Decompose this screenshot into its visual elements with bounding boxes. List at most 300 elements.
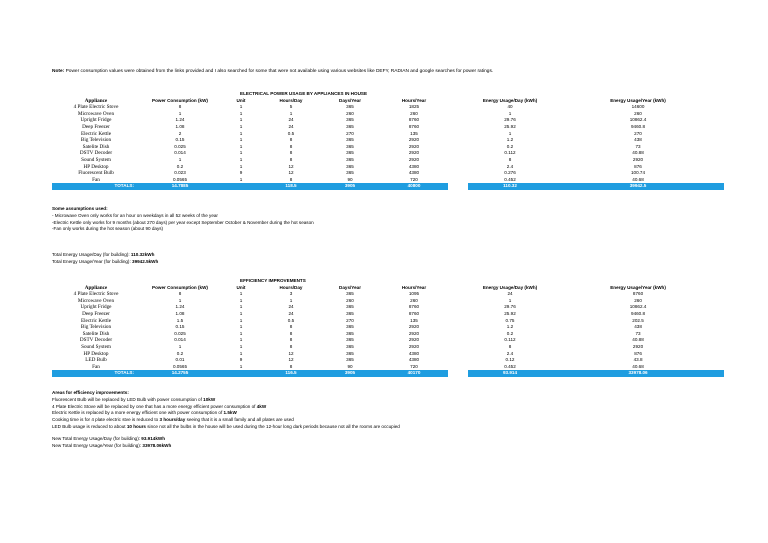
- value-cell: 2920: [408, 156, 420, 162]
- table-row: [52, 104, 724, 111]
- value-cell: 365: [346, 291, 354, 297]
- value-cell: 260: [346, 297, 354, 303]
- table-row: [52, 351, 724, 358]
- note-text: Power consumption values were obtained from the links provided and I also searched for some that were not available using various websites like DEFY, RADIAN and google searches for power ratings.: [64, 69, 494, 74]
- value-cell: 14600: [631, 104, 645, 110]
- value-cell: 1: [178, 297, 182, 303]
- value-cell: 0.15: [175, 324, 185, 330]
- note-label: Note:: [52, 69, 65, 74]
- appliance-cell: Big Television: [80, 324, 112, 331]
- value-cell: 8: [178, 291, 182, 297]
- value-cell: 365: [346, 324, 354, 330]
- value-cell: 40: [507, 104, 513, 110]
- value-cell: 365: [346, 310, 354, 316]
- assumption-line: - Microwave Oven only works for an hour on weekdays in all 52 weeks of the year: [52, 212, 218, 218]
- table-row: [52, 131, 724, 138]
- value-cell: 1: [289, 110, 293, 116]
- value-cell: 0.5: [287, 317, 295, 323]
- appliance-cell: HP Desktop: [83, 350, 109, 357]
- value-cell: 73: [635, 143, 641, 149]
- appliance-cell: Electric Kettle: [80, 130, 112, 137]
- value-cell: 365: [346, 170, 354, 176]
- value-cell: 12: [288, 163, 294, 169]
- value-cell: 1.2: [506, 137, 514, 143]
- new-total-year-line: [52, 443, 732, 450]
- value-cell: [448, 170, 468, 177]
- value-cell: 2920: [632, 343, 644, 349]
- value-cell: 8: [508, 343, 512, 349]
- value-cell: 40.88: [632, 337, 644, 343]
- value-cell: 12: [288, 170, 294, 176]
- table-row: [52, 324, 724, 331]
- value-cell: 1: [508, 130, 512, 136]
- value-cell: 260: [634, 110, 642, 116]
- value-cell: 2920: [632, 156, 644, 162]
- value-cell: 1825: [408, 104, 420, 110]
- value-cell: 1: [239, 130, 243, 136]
- improvements-title: Areas for efficiency improvements:: [52, 390, 129, 395]
- table-row: [52, 157, 724, 164]
- value-cell: [448, 304, 468, 311]
- table-row: [52, 291, 724, 298]
- totals-cell: 14.2755: [140, 370, 220, 377]
- appliance-cell: LED Bulb: [85, 357, 107, 364]
- value-cell: 8: [289, 324, 293, 330]
- value-cell: 8: [289, 150, 293, 156]
- table-title-row: [52, 278, 724, 285]
- value-cell: 1: [239, 156, 243, 162]
- table-row: [52, 331, 724, 338]
- totals-cell: 110.32: [468, 183, 552, 190]
- column-header: Appliance: [84, 97, 108, 104]
- value-cell: 365: [346, 357, 354, 363]
- table-row: [52, 177, 724, 184]
- value-cell: 1.24: [175, 304, 185, 310]
- value-cell: 1: [239, 317, 243, 323]
- value-cell: 438: [634, 137, 642, 143]
- value-cell: 0.014: [174, 337, 186, 343]
- value-cell: 0.112: [504, 150, 516, 156]
- table-header-row: [52, 285, 724, 292]
- column-header: Days/Year: [339, 284, 361, 290]
- value-cell: 8760: [408, 117, 420, 123]
- value-cell: 8: [289, 137, 293, 143]
- new-total-year-value: 33978.06kWh: [142, 442, 172, 448]
- value-cell: 73: [635, 330, 641, 336]
- value-cell: 270: [346, 317, 354, 323]
- table-row: [52, 144, 724, 151]
- totals-label: TOTALS:: [52, 370, 140, 377]
- value-cell: 1.2: [506, 324, 514, 330]
- totals-cell: [448, 183, 468, 190]
- value-cell: 1: [178, 110, 182, 116]
- new-total-day-value: 93.914kWh: [141, 436, 166, 441]
- column-header: [448, 98, 468, 105]
- value-cell: [448, 364, 468, 371]
- appliance-cell: Big Television: [80, 137, 112, 144]
- value-cell: [448, 104, 468, 111]
- value-cell: 1: [239, 150, 243, 156]
- value-cell: 24: [288, 304, 294, 310]
- value-cell: [448, 111, 468, 118]
- totals-cell: 3905: [320, 183, 380, 190]
- improvement-text: since not all the bulbs in the house will be used during the 12-hour long dark periods because not all the rooms are occupied: [145, 423, 400, 429]
- column-header: Power Consumption (kW): [152, 284, 208, 290]
- value-cell: 0.112: [504, 337, 516, 343]
- column-header: Hours/Day: [279, 97, 303, 103]
- improvement-line: [52, 417, 732, 424]
- value-cell: 1: [239, 123, 243, 129]
- value-cell: [448, 311, 468, 318]
- appliance-cell: Upright Fridge: [80, 304, 112, 311]
- value-cell: 0.75: [505, 317, 515, 323]
- value-cell: 24: [507, 291, 513, 297]
- value-cell: 4380: [408, 163, 420, 169]
- appliance-cell: Fan: [92, 176, 100, 183]
- value-cell: 40.68: [632, 363, 644, 369]
- value-cell: 135: [410, 317, 418, 323]
- value-cell: 1: [508, 297, 512, 303]
- value-cell: 1: [239, 350, 243, 356]
- value-cell: 365: [346, 350, 354, 356]
- column-header: Energy Usage/Year (kWh): [610, 284, 666, 290]
- improvement-value: 4kW: [256, 403, 267, 409]
- table-row: [52, 137, 724, 144]
- value-cell: 8: [289, 176, 293, 182]
- new-total-year-label: New Total Energy Usage/Year (for building):: [52, 442, 143, 448]
- value-cell: 4380: [408, 170, 420, 176]
- value-cell: 0.025: [174, 330, 186, 336]
- value-cell: [448, 137, 468, 144]
- value-cell: 0.0565: [172, 363, 188, 369]
- table-row: [52, 311, 724, 318]
- value-cell: 260: [410, 110, 418, 116]
- table-row: [52, 357, 724, 364]
- improvement-line: [52, 424, 732, 431]
- value-cell: 260: [346, 110, 354, 116]
- value-cell: 2.4: [506, 163, 514, 169]
- value-cell: 438: [634, 324, 642, 330]
- value-cell: 365: [346, 156, 354, 162]
- value-cell: [448, 357, 468, 364]
- value-cell: 1.5: [176, 317, 184, 323]
- value-cell: 5: [289, 104, 293, 110]
- value-cell: 365: [346, 304, 354, 310]
- value-cell: 2920: [408, 324, 420, 330]
- value-cell: 365: [346, 337, 354, 343]
- total-day-value: 110.32kWh: [130, 252, 155, 257]
- appliance-cell: Fan: [92, 363, 100, 370]
- value-cell: 8: [289, 156, 293, 162]
- column-header: Unit: [236, 284, 246, 290]
- totals-cell: 40800: [380, 183, 448, 190]
- value-cell: 1.08: [175, 310, 185, 316]
- appliance-cell: Satelite Dish: [82, 143, 110, 150]
- totals-cell: 39942.5: [552, 183, 724, 190]
- new-total-day-label: New Total Energy Usage/Day (for building):: [52, 436, 142, 441]
- improvement-line: [52, 410, 732, 417]
- value-cell: 1: [239, 337, 243, 343]
- improvement-text: LED Bulb usage is reduced to about: [52, 423, 127, 429]
- totals-cell: 118.5: [262, 183, 320, 190]
- column-header: Energy Usage/Day (kWh): [482, 284, 538, 290]
- value-cell: [448, 337, 468, 344]
- value-cell: 2920: [408, 143, 420, 149]
- column-header: Power Consumption (kW): [152, 97, 208, 103]
- value-cell: [448, 131, 468, 138]
- power-note: [52, 68, 724, 76]
- value-cell: 0.0565: [172, 176, 188, 182]
- value-cell: 24: [288, 117, 294, 123]
- improvement-text: Fluorescent Bulb will be replaced by LED Bulb with power consumption of: [52, 396, 204, 402]
- improvement-text: seeing that it is a small family and all plates are used: [185, 417, 294, 423]
- efficiency-table: [52, 278, 724, 377]
- value-cell: 365: [346, 137, 354, 143]
- improvement-value: 10kW: [203, 396, 216, 402]
- value-cell: [448, 331, 468, 338]
- totals-cell: 33978.06: [552, 370, 724, 377]
- value-cell: [448, 144, 468, 151]
- value-cell: 29.76: [504, 304, 516, 310]
- appliance-cell: DSTV Decoder: [79, 337, 113, 344]
- appliance-cell: Satelite Dish: [82, 330, 110, 337]
- value-cell: 0.276: [504, 170, 516, 176]
- improvement-value: 3 hours/day: [159, 417, 186, 423]
- value-cell: 9460.8: [631, 310, 646, 316]
- value-cell: [448, 164, 468, 171]
- new-total-day-line: [52, 436, 732, 443]
- value-cell: 1: [508, 110, 512, 116]
- appliance-cell: Deep Freezer: [82, 310, 110, 317]
- value-cell: 0.452: [504, 176, 516, 182]
- table-row: [52, 150, 724, 157]
- total-year-label: Total Energy Usage/Year (for building):: [52, 258, 133, 264]
- value-cell: 0.2: [506, 143, 514, 149]
- value-cell: 8: [289, 343, 293, 349]
- totals-cell: 40170: [380, 370, 448, 377]
- totals-cell: 14.7885: [140, 183, 220, 190]
- new-building-totals: [52, 436, 732, 450]
- value-cell: [448, 157, 468, 164]
- value-cell: 1: [239, 343, 243, 349]
- value-cell: 1: [289, 297, 293, 303]
- value-cell: 1: [239, 363, 243, 369]
- value-cell: 365: [346, 343, 354, 349]
- improvements-block: [52, 390, 732, 431]
- value-cell: 1: [239, 137, 243, 143]
- value-cell: 12: [288, 357, 294, 363]
- value-cell: 1: [239, 324, 243, 330]
- value-cell: 40.68: [632, 176, 644, 182]
- totals-cell: [220, 183, 262, 190]
- value-cell: 0.01: [175, 357, 185, 363]
- totals-row: [52, 183, 724, 190]
- value-cell: 876: [634, 163, 642, 169]
- appliance-cell: Upright Fridge: [80, 117, 112, 124]
- value-cell: 0.014: [174, 150, 186, 156]
- value-cell: 8: [289, 363, 293, 369]
- value-cell: 40.88: [632, 150, 644, 156]
- value-cell: 365: [346, 150, 354, 156]
- value-cell: 100.74: [630, 170, 646, 176]
- table-row: [52, 304, 724, 311]
- table-title-row: [52, 91, 724, 98]
- totals-cell: [448, 370, 468, 377]
- column-header: Hours/Day: [279, 284, 303, 290]
- value-cell: 0.5: [287, 130, 295, 136]
- value-cell: 0.452: [504, 363, 516, 369]
- table-row: [52, 318, 724, 325]
- appliance-cell: Electric Kettle: [80, 317, 112, 324]
- value-cell: 365: [346, 330, 354, 336]
- value-cell: 3: [289, 291, 293, 297]
- value-cell: 2: [178, 130, 182, 136]
- value-cell: 270: [346, 130, 354, 136]
- value-cell: 1: [178, 343, 182, 349]
- value-cell: 8: [289, 330, 293, 336]
- table-row: [52, 298, 724, 305]
- building-totals: [52, 252, 732, 266]
- value-cell: 2920: [408, 337, 420, 343]
- value-cell: 365: [346, 117, 354, 123]
- value-cell: [448, 324, 468, 331]
- value-cell: 1: [239, 117, 243, 123]
- value-cell: 270: [634, 130, 642, 136]
- value-cell: 365: [346, 123, 354, 129]
- value-cell: 0.2: [176, 163, 184, 169]
- appliance-cell: Sound System: [81, 343, 111, 350]
- total-year-line: [52, 259, 732, 266]
- assumptions-title: Some assumptions used:: [52, 206, 108, 211]
- value-cell: [448, 150, 468, 157]
- value-cell: 1: [239, 110, 243, 116]
- value-cell: 720: [410, 363, 418, 369]
- value-cell: 43.8: [633, 357, 643, 363]
- value-cell: 2920: [408, 137, 420, 143]
- value-cell: 1: [239, 297, 243, 303]
- value-cell: 29.76: [504, 117, 516, 123]
- assumption-line: -Electric Kettle only works for 9 months (about 270 days) per year except September October & November during the hot season: [52, 219, 314, 225]
- value-cell: 25.92: [504, 123, 516, 129]
- totals-cell: 3905: [320, 370, 380, 377]
- column-header: Hours/Year: [401, 97, 427, 103]
- improvement-text: 4 Plate Electric Stove will be replaced by one that has a more energy efficient power consumption of: [52, 403, 257, 409]
- improvement-value: 10 hours: [126, 423, 146, 429]
- value-cell: 9: [239, 170, 243, 176]
- value-cell: 8: [508, 156, 512, 162]
- column-header: Unit: [236, 97, 246, 103]
- value-cell: 1.24: [175, 117, 185, 123]
- table-row: [52, 124, 724, 131]
- value-cell: 10862.4: [629, 117, 647, 123]
- value-cell: 2.4: [506, 350, 514, 356]
- value-cell: [448, 351, 468, 358]
- value-cell: 1: [239, 163, 243, 169]
- assumption-line: -Fan only works during the hot season (about 90 days): [52, 226, 164, 232]
- table-title: ELECTRICAL POWER USAGE BY APPLIANCES IN HOUSE: [240, 91, 368, 96]
- assumptions-block: [52, 206, 732, 233]
- appliance-cell: HP Desktop: [83, 163, 109, 170]
- value-cell: 365: [346, 104, 354, 110]
- value-cell: 25.92: [504, 310, 516, 316]
- value-cell: 4380: [408, 350, 420, 356]
- appliance-cell: Deep Freezer: [82, 123, 110, 130]
- total-day-label: Total Energy Usage/Day (for building):: [52, 252, 131, 257]
- value-cell: 2920: [408, 150, 420, 156]
- value-cell: 720: [410, 176, 418, 182]
- table-row: [52, 111, 724, 118]
- value-cell: 1: [239, 304, 243, 310]
- value-cell: 12: [288, 350, 294, 356]
- column-header: Energy Usage/Year (kWh): [610, 97, 666, 103]
- value-cell: 365: [346, 163, 354, 169]
- value-cell: 2920: [408, 330, 420, 336]
- value-cell: 8760: [408, 310, 420, 316]
- table-row: [52, 164, 724, 171]
- value-cell: [448, 291, 468, 298]
- column-header: Days/Year: [339, 97, 361, 103]
- total-year-value: 39942.5kWh: [132, 258, 159, 264]
- value-cell: 0.2: [176, 350, 184, 356]
- table-row: [52, 170, 724, 177]
- column-header: Energy Usage/Day (kWh): [482, 97, 538, 103]
- totals-cell: [220, 370, 262, 377]
- value-cell: 1: [239, 104, 243, 110]
- value-cell: 8760: [408, 304, 420, 310]
- value-cell: 876: [634, 350, 642, 356]
- value-cell: 9460.8: [630, 123, 646, 129]
- table-header-row: [52, 98, 724, 105]
- value-cell: 8: [289, 143, 293, 149]
- value-cell: 8: [178, 104, 182, 110]
- value-cell: 1: [239, 291, 243, 297]
- value-cell: 0.12: [505, 357, 515, 363]
- value-cell: 0.023: [174, 170, 186, 176]
- value-cell: 8: [289, 337, 293, 343]
- total-day-line: [52, 252, 732, 259]
- value-cell: 365: [346, 143, 354, 149]
- value-cell: 135: [410, 130, 418, 136]
- value-cell: 260: [410, 297, 418, 303]
- value-cell: [448, 318, 468, 325]
- value-cell: 1: [178, 156, 182, 162]
- column-header: Hours/Year: [401, 284, 427, 290]
- appliance-cell: Fluorescent Bulb: [78, 170, 114, 177]
- value-cell: 0.2: [506, 330, 514, 336]
- totals-cell: 116.5: [262, 370, 320, 377]
- table-title: EFFICIENCY IMPROVEMENTS: [240, 278, 306, 283]
- value-cell: [448, 298, 468, 305]
- table-row: [52, 344, 724, 351]
- value-cell: 4380: [408, 357, 420, 363]
- value-cell: 1: [239, 330, 243, 336]
- improvement-text: Cooking time is for 4 plate electric stve is reduced to: [52, 417, 160, 423]
- value-cell: 24: [288, 123, 294, 129]
- value-cell: 24: [288, 310, 294, 316]
- totals-cell: 93.914: [468, 370, 552, 377]
- power-usage-table: [52, 91, 724, 190]
- column-header: [448, 285, 468, 292]
- improvement-value: 1.5kW: [223, 410, 237, 416]
- value-cell: 1.08: [175, 123, 185, 129]
- table-row: [52, 364, 724, 371]
- improvement-text: Electric Kettle is replaced by a more energy efficient one with power consumption of: [52, 410, 224, 416]
- value-cell: 0.025: [174, 143, 186, 149]
- value-cell: 0.15: [175, 137, 185, 143]
- appliance-cell: DSTV Decoder: [79, 150, 113, 157]
- value-cell: [448, 117, 468, 124]
- column-header: Appliance: [84, 284, 108, 291]
